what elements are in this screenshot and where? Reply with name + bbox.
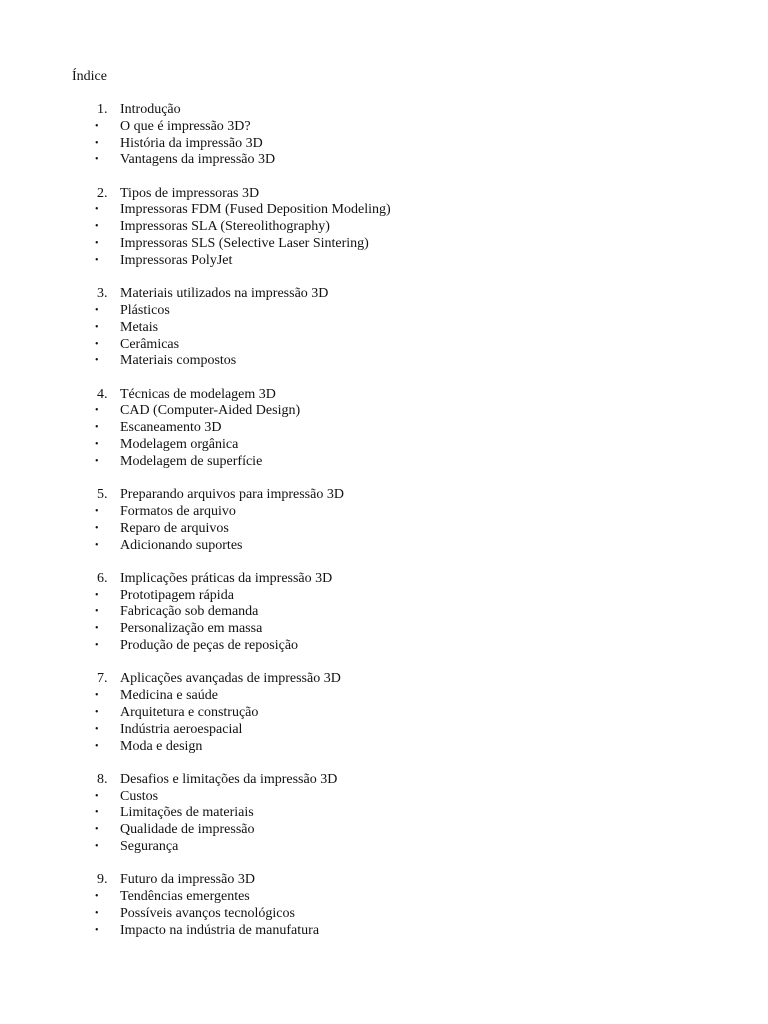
- bullet-icon: •: [95, 891, 99, 903]
- bullet-icon: •: [95, 204, 99, 216]
- toc-section: [0, 571, 768, 655]
- section-heading-line: [0, 387, 768, 404]
- section-heading-line: [0, 671, 768, 688]
- list-item: [0, 538, 768, 555]
- list-item: [0, 504, 768, 521]
- list-item-text: Indústria aeroespacial: [120, 721, 243, 737]
- bullet-icon: •: [95, 539, 99, 551]
- list-item-text: História da impressão 3D: [120, 135, 263, 151]
- list-item-text: Custos: [120, 788, 159, 804]
- index-title: Índice: [72, 69, 107, 84]
- bullet-icon: •: [95, 924, 99, 936]
- list-item: [0, 353, 768, 370]
- list-item: [0, 638, 768, 655]
- list-item-text: Produção de peças de reposição: [120, 638, 299, 654]
- toc-section: [0, 286, 768, 370]
- bullet-icon: •: [95, 439, 99, 451]
- section-heading-line: [0, 102, 768, 119]
- list-item: [0, 923, 768, 940]
- section-number: 9.: [97, 872, 108, 888]
- bullet-icon: •: [95, 740, 99, 752]
- section-heading: Preparando arquivos para impressão 3D: [120, 487, 344, 503]
- section-heading-line: [0, 286, 768, 303]
- list-item: [0, 604, 768, 621]
- section-heading: Introdução: [120, 102, 181, 117]
- list-item: [0, 822, 768, 839]
- list-item-text: Modelagem de superfície: [120, 453, 263, 469]
- list-item-text: Segurança: [120, 838, 179, 854]
- list-item-text: Prototipagem rápida: [120, 587, 234, 603]
- list-item-text: Possíveis avanços tecnológicos: [120, 905, 295, 921]
- toc-section: [0, 487, 768, 554]
- list-item: [0, 688, 768, 705]
- list-item: [0, 420, 768, 437]
- list-item-text: Impressoras SLS (Selective Laser Sintering): [120, 236, 369, 252]
- bullet-icon: •: [95, 907, 99, 919]
- section-heading-line: [0, 186, 768, 203]
- list-item-text: Fabricação sob demanda: [120, 604, 259, 620]
- bullet-icon: •: [95, 422, 99, 434]
- list-item-text: Medicina e saúde: [120, 688, 218, 704]
- list-item-text: Impacto na indústria de manufatura: [120, 922, 320, 938]
- list-item: [0, 337, 768, 354]
- list-item: [0, 621, 768, 638]
- list-item: [0, 521, 768, 538]
- list-item: [0, 789, 768, 806]
- bullet-icon: •: [95, 623, 99, 635]
- section-heading: Materiais utilizados na impressão 3D: [120, 286, 329, 302]
- list-item-text: CAD (Computer-Aided Design): [120, 403, 301, 419]
- section-heading: Desafios e limitações da impressão 3D: [120, 771, 338, 787]
- section-heading: Técnicas de modelagem 3D: [120, 386, 276, 402]
- list-item-text: Impressoras PolyJet: [120, 252, 233, 268]
- toc-section: [0, 387, 768, 471]
- list-item: [0, 739, 768, 756]
- list-item-text: Vantagens da impressão 3D: [120, 152, 276, 168]
- toc-section: [0, 671, 768, 755]
- list-item: [0, 219, 768, 236]
- list-item-text: Escaneamento 3D: [120, 420, 222, 436]
- bullet-icon: •: [95, 522, 99, 534]
- list-item: [0, 202, 768, 219]
- bullet-icon: •: [95, 238, 99, 250]
- bullet-icon: •: [95, 154, 99, 166]
- bullet-icon: •: [95, 254, 99, 266]
- list-item-text: Adicionando suportes: [120, 537, 243, 553]
- list-item: [0, 437, 768, 454]
- toc-section: [0, 102, 768, 169]
- list-item-text: Personalização em massa: [120, 621, 263, 637]
- section-number: 6.: [97, 570, 108, 586]
- list-item-text: Materiais compostos: [120, 353, 237, 369]
- toc-section: [0, 772, 768, 856]
- list-item-text: Arquitetura e construção: [120, 704, 259, 720]
- section-heading: Aplicações avançadas de impressão 3D: [120, 671, 341, 687]
- list-item: [0, 705, 768, 722]
- list-item: [0, 136, 768, 153]
- bullet-icon: •: [95, 824, 99, 836]
- section-number: 3.: [97, 286, 108, 302]
- list-item: [0, 236, 768, 253]
- bullet-icon: •: [95, 706, 99, 718]
- bullet-icon: •: [95, 640, 99, 652]
- list-item: [0, 454, 768, 471]
- section-number: 4.: [97, 386, 108, 402]
- list-item-text: Qualidade de impressão: [120, 822, 255, 838]
- list-item: [0, 303, 768, 320]
- list-item-text: Cerâmicas: [120, 336, 180, 352]
- section-heading-line: [0, 872, 768, 889]
- section-number: 2.: [97, 185, 108, 201]
- bullet-icon: •: [95, 807, 99, 819]
- section-number: 1.: [97, 102, 108, 117]
- bullet-icon: •: [95, 589, 99, 601]
- bullet-icon: •: [95, 840, 99, 852]
- bullet-icon: •: [95, 338, 99, 350]
- bullet-icon: •: [95, 120, 99, 132]
- toc-section: [0, 186, 768, 270]
- list-item: [0, 889, 768, 906]
- section-number: 7.: [97, 671, 108, 687]
- list-item: [0, 253, 768, 270]
- bullet-icon: •: [95, 355, 99, 367]
- list-item-text: Impressoras SLA (Stereolithography): [120, 219, 330, 235]
- list-item: [0, 403, 768, 420]
- list-item-text: Modelagem orgânica: [120, 437, 239, 453]
- list-item-text: Impressoras FDM (Fused Deposition Modeling): [120, 202, 391, 218]
- table-of-contents: [0, 102, 768, 956]
- list-item-text: Limitações de materiais: [120, 805, 254, 821]
- bullet-icon: •: [95, 606, 99, 618]
- toc-section: [0, 872, 768, 939]
- bullet-icon: •: [95, 321, 99, 333]
- list-item: [0, 320, 768, 337]
- bullet-icon: •: [95, 790, 99, 802]
- list-item: [0, 805, 768, 822]
- section-number: 8.: [97, 771, 108, 787]
- list-item: [0, 588, 768, 605]
- section-heading: Tipos de impressoras 3D: [120, 185, 260, 201]
- bullet-icon: •: [95, 137, 99, 149]
- section-number: 5.: [97, 487, 108, 503]
- list-item: [0, 152, 768, 169]
- bullet-icon: •: [95, 723, 99, 735]
- list-item-text: Tendências emergentes: [120, 889, 250, 905]
- list-item-text: O que é impressão 3D?: [120, 118, 251, 134]
- list-item: [0, 722, 768, 739]
- list-item-text: Formatos de arquivo: [120, 503, 236, 519]
- bullet-icon: •: [95, 405, 99, 417]
- list-item-text: Plásticos: [120, 302, 170, 318]
- bullet-icon: •: [95, 304, 99, 316]
- bullet-icon: •: [95, 690, 99, 702]
- bullet-icon: •: [95, 505, 99, 517]
- section-heading: Implicações práticas da impressão 3D: [120, 570, 333, 586]
- section-heading-line: [0, 772, 768, 789]
- list-item: [0, 839, 768, 856]
- list-item: [0, 119, 768, 136]
- section-heading-line: [0, 571, 768, 588]
- list-item-text: Metais: [120, 319, 159, 335]
- bullet-icon: •: [95, 221, 99, 233]
- section-heading-line: [0, 487, 768, 504]
- list-item-text: Reparo de arquivos: [120, 520, 229, 536]
- list-item-text: Moda e design: [120, 738, 203, 754]
- section-heading: Futuro da impressão 3D: [120, 872, 255, 888]
- list-item: [0, 906, 768, 923]
- bullet-icon: •: [95, 455, 99, 467]
